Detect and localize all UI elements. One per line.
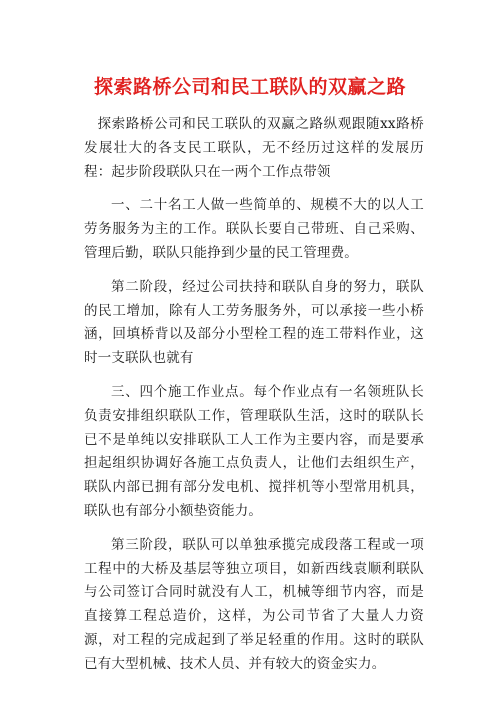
document-title: 探索路桥公司和民工联队的双赢之路: [93, 75, 406, 98]
paragraph-3: 第二阶段，经过公司扶持和联队自身的努力，联队的民工增加，除有人工劳务服务外，可以承接一些小桥涵，回填桥背以及部分小型栓工程的连工带料作业，这时一支联队也就有: [84, 278, 424, 367]
paragraph-4: 三、四个施工作业点。每个作业点有一名领班队长负责安排组织联队工作，管理联队生活，这时的联队长已不是单纯以安排联队工人工作为主要内容，而是要承担起组织协调好各施工点负责人，让他们去组织生产，联队内部已拥有部分发电机、搅拌机等小型常用机具，联队也有部分小额垫资能力。: [84, 383, 424, 519]
paragraph-5: 第三阶段，联队可以单独承揽完成段落工程或一项工程中的大桥及基层等独立项目，如新西线袁顺利联队与公司签订合同时就没有人工，机械等细节内容，而是直接算工程总造价，这样，为公司节省了大量人力资源，对工程的完成起到了举足轻重的作用。这时的联队已有大型机械、技术人员、并有较大的资金实力。: [84, 536, 424, 672]
paragraph-1: 探索路桥公司和民工联队的双赢之路纵观跟随xx路桥发展壮大的各支民工联队，无不经历过这样的发展历程：起步阶段联队只在一两个工作点带领: [84, 116, 424, 180]
paragraph-2: 一、二十名工人做一些简单的、规模不大的以人工劳务服务为主的工作。联队长要自己带班、自己采购、管理后勤，联队只能挣到少量的民工管理费。: [84, 197, 424, 261]
document-body: [84, 113, 424, 687]
